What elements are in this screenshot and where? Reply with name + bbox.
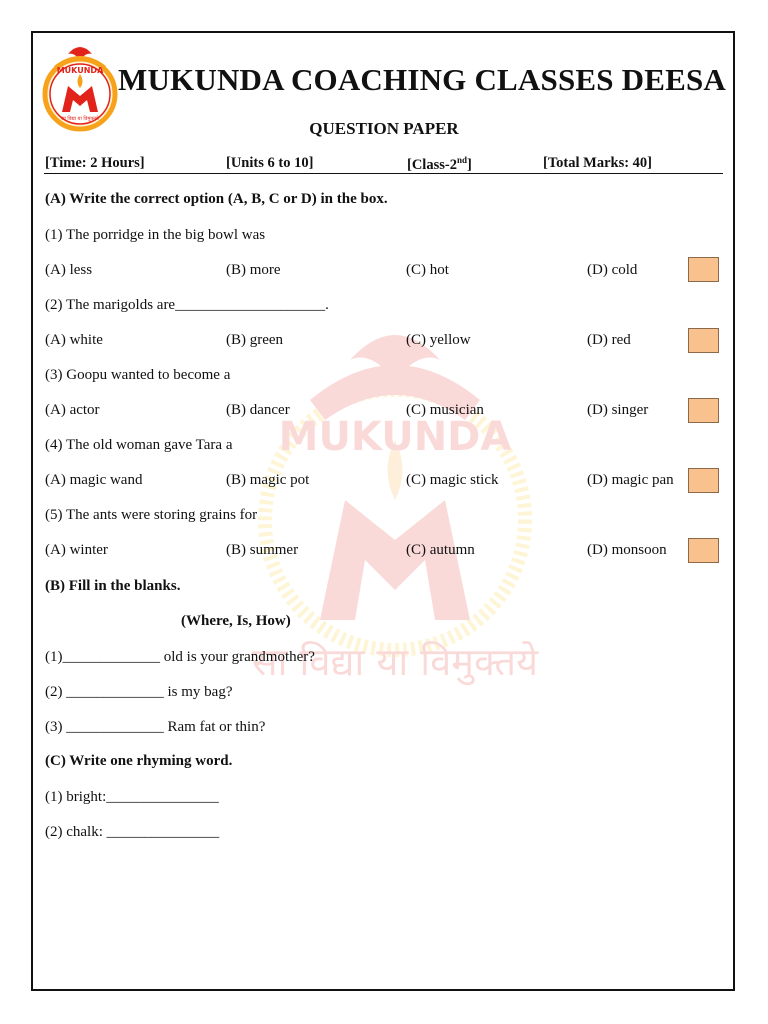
header-rule [44,173,723,174]
fill-blank-2: (2) _____________ is my bag? [45,684,233,700]
question-1: (1) The porridge in the big bowl was [45,227,266,243]
fill-blank-3: (3) _____________ Ram fat or thin? [45,719,266,735]
units-info: [Units 6 to 10] [226,155,314,171]
q2-option-d: (D) red [587,332,631,348]
q3-option-d: (D) singer [587,402,649,418]
q5-option-b: (B) summer [226,542,299,558]
q3-answer-box[interactable] [688,398,719,423]
q1-option-d: (D) cold [587,262,638,278]
q5-option-d: (D) monsoon [587,542,667,558]
q2-answer-box[interactable] [688,328,719,353]
section-a-heading: (A) Write the correct option (A, B, C or D) in the box. [45,191,388,207]
q1-answer-box[interactable] [688,257,719,282]
q2-option-a: (A) white [45,332,103,348]
q4-option-d: (D) magic pan [587,472,674,488]
q2-option-b: (B) green [226,332,284,348]
q3-option-c: (C) musician [406,402,484,418]
question-4: (4) The old woman gave Tara a [45,437,233,453]
q4-option-b: (B) magic pot [226,472,310,488]
time-info: [Time: 2 Hours] [45,155,145,171]
watermark-motto: सा विद्या या विमुक्तये [251,640,539,684]
q5-answer-box[interactable] [688,538,719,563]
fill-blank-1: (1)_____________ old is your grandmother? [45,649,315,665]
q1-option-c: (C) hot [406,262,449,278]
rhyme-1: (1) bright:_______________ [45,789,219,805]
school-name: MUKUNDA COACHING CLASSES DEESA [118,62,727,97]
question-2: (2) The marigolds are____________________. [45,297,329,313]
q1-option-a: (A) less [45,262,93,278]
question-3: (3) Goopu wanted to become a [45,367,231,383]
question-5: (5) The ants were storing grains for [45,507,258,523]
watermark-logo [250,290,540,710]
section-c-heading: (C) Write one rhyming word. [45,753,233,769]
q5-option-c: (C) autumn [406,542,475,558]
section-b-heading: (B) Fill in the blanks. [45,578,181,594]
q1-option-b: (B) more [226,262,281,278]
rhyme-2: (2) chalk: _______________ [45,824,220,840]
marks-info: [Total Marks: 40] [543,155,653,171]
q5-option-a: (A) winter [45,542,108,558]
paper-title: QUESTION PAPER [309,119,459,138]
q2-option-c: (C) yellow [406,332,471,348]
q4-answer-box[interactable] [688,468,719,493]
class-info: [Class-2nd] [407,155,472,173]
watermark-text: MUKUNDA [278,414,512,460]
q4-option-c: (C) magic stick [406,472,499,488]
word-bank: (Where, Is, How) [181,613,291,629]
logo-motto: सा विद्या या विमुक्तये [61,116,99,122]
logo-text: MUKUNDA [56,66,104,75]
q4-option-a: (A) magic wand [45,472,143,488]
q3-option-b: (B) dancer [226,402,290,418]
q3-option-a: (A) actor [45,402,100,418]
